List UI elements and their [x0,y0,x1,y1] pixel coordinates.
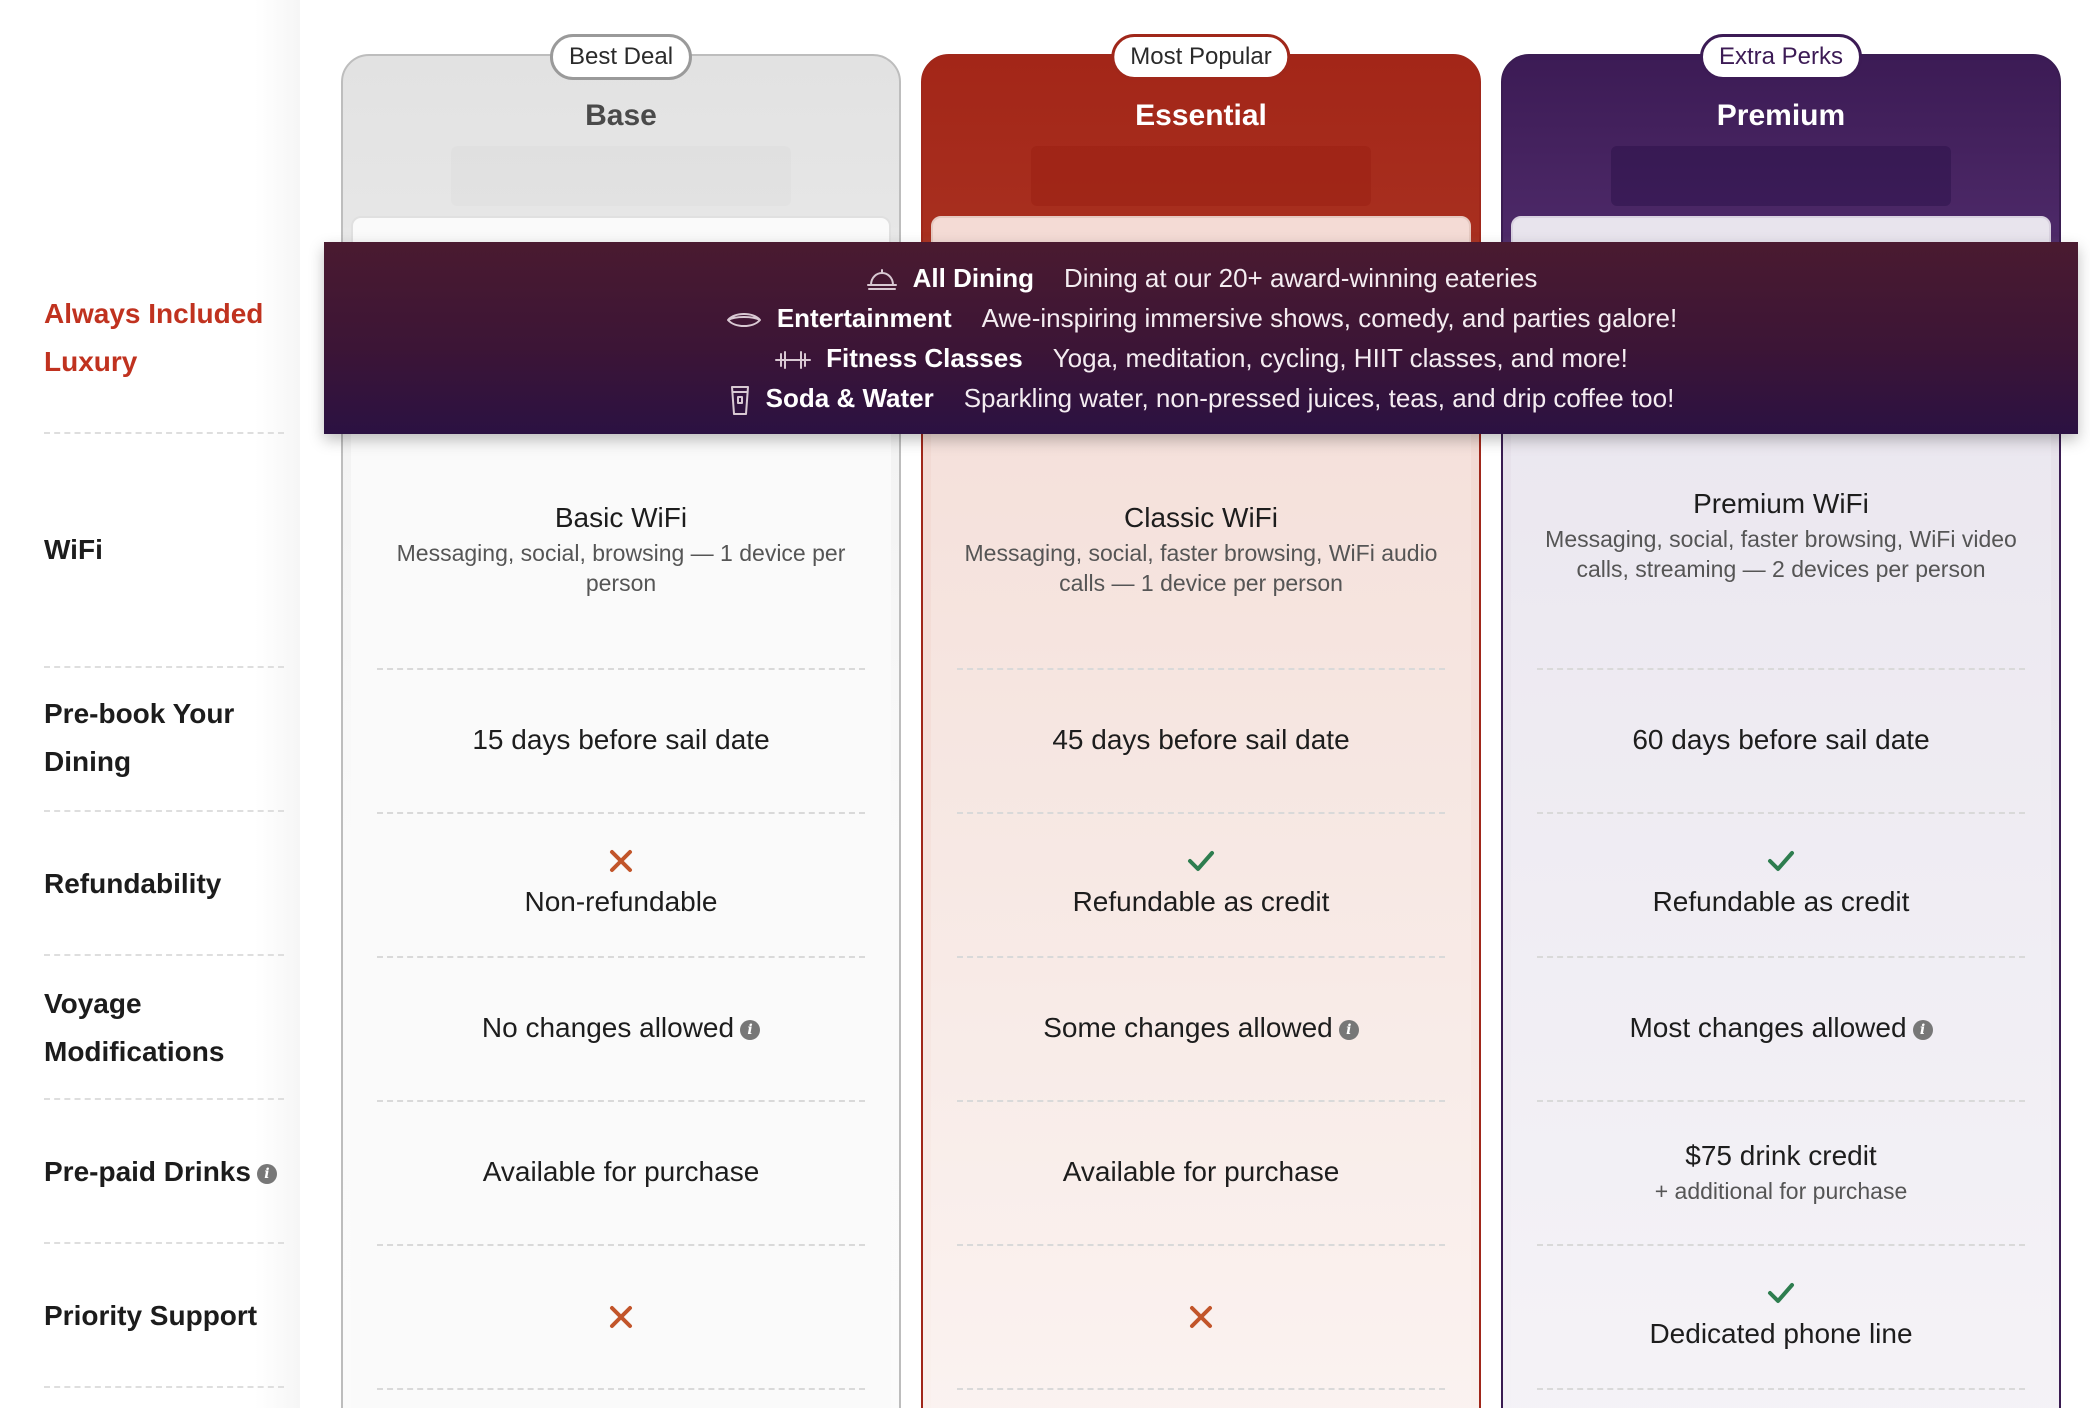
cell-divider [1537,956,2025,958]
check-icon [1185,846,1217,876]
badge-extra-perks: Extra Perks [1700,34,1862,80]
wifi-cell [343,498,899,598]
prebook-cell [1503,720,2059,760]
refund-cell [923,846,1479,922]
prebook-cell [343,720,899,760]
wifi-cell [1503,484,2059,584]
prebook-value: 60 days before sail date [1632,724,1930,755]
modifications-value: Most changes allowed [1629,1012,1907,1043]
price-placeholder [451,146,791,206]
always-included-label: Always Included Luxury [44,298,264,377]
dumbbell-icon [774,349,812,371]
drinks-value: Available for purchase [1062,1156,1340,1187]
cell-divider [1537,1388,2025,1390]
cell-divider [1537,1244,2025,1246]
wifi-title: Basic WiFi [554,502,688,533]
refund-cell [343,846,899,922]
prebook-value: 45 days before sail date [1052,724,1350,755]
row-label-prebook-dining [44,690,284,786]
drinks-subtext: + additional for purchase [1654,1178,1908,1204]
drinks-value: $75 drink credit [1685,1140,1877,1171]
row-divider [44,1242,284,1244]
row-label-voyage-line1: Voyage [44,988,142,1019]
cell-divider [957,1244,1445,1246]
perk-description: Yoga, meditation, cycling, HIIT classes, and more! [1052,343,1628,373]
info-icon[interactable]: i [1339,1020,1359,1040]
refund-cell [1503,846,2059,922]
prebook-cell [923,720,1479,760]
wifi-description: Messaging, social, browsing — 1 device per person [396,540,846,596]
price-placeholder [1611,146,1951,206]
cell-divider [1537,1100,2025,1102]
row-label-voyage-line2: Modifications [44,1036,225,1067]
price-placeholder [1031,146,1371,206]
row-divider [44,810,284,812]
cell-divider [377,1244,865,1246]
perk-description: Dining at our 20+ award-winning eateries [1063,263,1538,293]
tier-name-essential: Essential [1135,99,1267,132]
perk-description: Sparkling water, non-pressed juices, teas, and drip coffee too! [963,383,1675,413]
x-icon [1186,1302,1216,1332]
perk-fitness-classes [324,338,2078,378]
modifications-cell [923,1008,1479,1048]
row-divider [44,954,284,956]
modifications-value: Some changes allowed [1043,1012,1333,1043]
wifi-title: Classic WiFi [1124,502,1278,533]
perk-name: Soda & Water [765,383,934,413]
cell-divider [957,1100,1445,1102]
dining-icon [865,267,899,293]
cell-divider [377,668,865,670]
x-icon [606,1302,636,1332]
info-icon[interactable]: i [740,1020,760,1040]
check-icon [1765,846,1797,876]
cell-divider [377,1388,865,1390]
info-icon[interactable]: i [257,1164,277,1184]
modifications-cell [343,1008,899,1048]
row-divider [44,1386,284,1388]
prebook-value: 15 days before sail date [472,724,770,755]
row-label-prepaid-drinks [44,1148,284,1196]
perk-entertainment [324,298,2078,338]
support-cell [923,1302,1479,1332]
row-label-prebook-line1: Pre-book Your [44,698,235,729]
perk-name: All Dining [912,263,1034,293]
support-cell [1503,1278,2059,1354]
row-label-priority-support: Priority Support [44,1300,258,1331]
cell-divider [957,1388,1445,1390]
cell-divider [377,812,865,814]
row-label-voyage-modifications [44,980,284,1076]
drink-cup-icon [728,383,752,417]
cell-divider [957,812,1445,814]
drinks-cell [1503,1136,2059,1206]
drinks-cell [343,1152,899,1192]
perk-all-dining [324,258,2078,298]
cell-divider [377,1100,865,1102]
info-icon[interactable]: i [1913,1020,1933,1040]
modifications-value: No changes allowed [481,1012,735,1043]
row-divider [44,666,284,668]
cell-divider [1537,812,2025,814]
tier-name-premium: Premium [1716,99,1846,132]
wifi-description: Messaging, social, faster browsing, WiFi video calls, streaming — 2 devices per person [1545,526,2017,582]
row-label-drinks-text: Pre-paid Drinks [44,1156,251,1187]
support-value: Dedicated phone line [1649,1318,1913,1349]
cell-divider [1537,668,2025,670]
row-label-prebook-line2: Dining [44,746,132,777]
perk-description: Awe-inspiring immersive shows, comedy, and parties galore! [981,303,1678,333]
perk-soda-water [324,378,2078,418]
cell-divider [377,956,865,958]
perk-name: Fitness Classes [826,343,1023,373]
wifi-title: Premium WiFi [1693,488,1869,519]
support-cell [343,1302,899,1332]
drinks-value: Available for purchase [482,1156,760,1187]
check-icon [1765,1278,1797,1308]
cell-divider [957,668,1445,670]
drinks-cell [923,1152,1479,1192]
cell-divider [957,956,1445,958]
refund-value: Non-refundable [524,886,718,917]
row-label-refundability: Refundability [44,868,222,899]
x-icon [606,846,636,876]
row-divider [44,1098,284,1100]
perk-name: Entertainment [776,303,952,333]
entertainment-icon [725,309,763,331]
row-divider [44,432,284,434]
refund-value: Refundable as credit [1072,886,1330,917]
modifications-cell [1503,1008,2059,1048]
badge-best-deal: Best Deal [550,34,692,80]
badge-most-popular: Most Popular [1111,34,1290,80]
row-label-wifi: WiFi [44,534,103,565]
tier-name-base: Base [585,99,657,132]
wifi-description: Messaging, social, faster browsing, WiFi audio calls — 1 device per person [964,540,1438,596]
refund-value: Refundable as credit [1652,886,1910,917]
always-included-banner [324,242,2078,434]
wifi-cell [923,498,1479,598]
